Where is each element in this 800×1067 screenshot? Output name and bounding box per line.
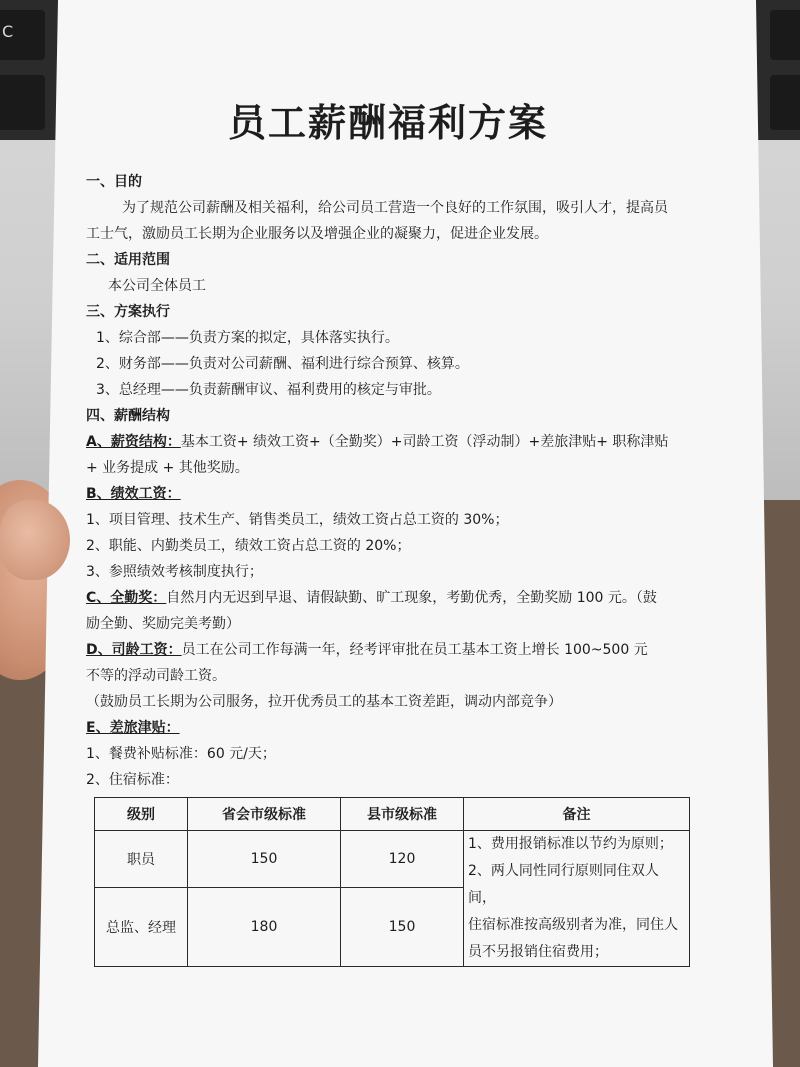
paragraph: + 业务提成 + 其他奖励。 xyxy=(86,460,249,476)
paragraph xyxy=(78,429,698,455)
table-cell: 职员 xyxy=(95,831,188,888)
paragraph: 不等的浮动司龄工资。 xyxy=(86,668,226,684)
paragraph: 励全勤、奖励完美考勤） xyxy=(86,616,240,632)
paragraph xyxy=(78,481,698,507)
keyboard-key: C xyxy=(0,10,45,60)
paragraph-text: 自然月内无迟到早退、请假缺勤、旷工现象，考勤优秀，全勤奖励 100 元。（鼓 xyxy=(166,590,657,606)
note-line: 住宿标准按高级别者为准，同住人 xyxy=(468,917,678,933)
table-row xyxy=(95,831,690,888)
section-heading-structure: 四、薪酬结构 xyxy=(86,408,170,424)
keyboard-key xyxy=(770,75,800,130)
paragraph xyxy=(78,637,698,663)
note-line: 2、两人同性同行原则同住双人间， xyxy=(468,863,659,906)
list-item: 2、职能、内勤类员工，绩效工资占总工资的 20%； xyxy=(86,538,411,554)
section-heading-execution: 三、方案执行 xyxy=(86,304,170,320)
list-item: 1、项目管理、技术生产、销售类员工，绩效工资占总工资的 30%； xyxy=(86,512,509,528)
list-item: 1、综合部——负责方案的拟定，具体落实执行。 xyxy=(96,330,399,346)
list-item: 1、餐费补贴标准：60 元/天； xyxy=(86,746,276,762)
subsection-label: D、司龄工资： xyxy=(86,642,182,658)
note-line: 员不另报销住宿费用； xyxy=(468,944,608,960)
subsection-label: E、差旅津贴： xyxy=(86,720,180,736)
table-cell: 150 xyxy=(188,831,341,888)
table-header: 省会市级标准 xyxy=(188,798,341,831)
paragraph-text: 基本工资+ 绩效工资+（全勤奖）+司龄工资（浮动制）+差旅津贴+ 职称津贴 xyxy=(180,434,669,450)
list-item: 2、财务部——负责对公司薪酬、福利进行综合预算、核算。 xyxy=(96,356,469,372)
paragraph: 工士气，激励员工长期为企业服务以及增强企业的凝聚力，促进企业发展。 xyxy=(86,226,548,242)
table-cell: 总监、经理 xyxy=(95,887,188,966)
table-header: 备注 xyxy=(464,798,690,831)
table-header: 级别 xyxy=(95,798,188,831)
subsection-label: C、全勤奖： xyxy=(86,590,167,606)
table-header: 县市级标准 xyxy=(341,798,464,831)
document xyxy=(78,92,698,967)
table-note-cell xyxy=(464,831,690,967)
note-line: 1、费用报销标准以节约为原则； xyxy=(468,836,673,852)
paragraph-text: 员工在公司工作每满一年，经考评审批在员工基本工资上增长 100~500 元 xyxy=(181,642,648,658)
paragraph xyxy=(78,715,698,741)
keyboard-key xyxy=(770,10,800,60)
paragraph: 本公司全体员工 xyxy=(108,278,206,294)
list-item: 3、总经理——负责薪酬审议、福利费用的核定与审批。 xyxy=(96,382,441,398)
document-title: 员工薪酬福利方案 xyxy=(227,101,548,145)
paragraph: （鼓励员工长期为公司服务，拉开优秀员工的基本工资差距，调动内部竞争） xyxy=(86,694,562,710)
list-item: 3、参照绩效考核制度执行； xyxy=(86,564,263,580)
table-header-row xyxy=(95,798,690,831)
subsection-label: B、绩效工资： xyxy=(86,486,181,502)
table-cell: 150 xyxy=(341,887,464,966)
paragraph xyxy=(78,585,698,611)
accommodation-table xyxy=(94,797,690,967)
section-heading-purpose: 一、目的 xyxy=(86,174,142,190)
thumb xyxy=(0,500,70,580)
table-cell: 120 xyxy=(341,831,464,888)
list-item: 2、住宿标准： xyxy=(86,772,179,788)
subsection-label: A、薪资结构： xyxy=(86,434,181,450)
section-heading-scope: 二、适用范围 xyxy=(86,252,170,268)
paragraph: 为了规范公司薪酬及相关福利，给公司员工营造一个良好的工作氛围，吸引人才，提高员 xyxy=(122,200,668,216)
table-cell: 180 xyxy=(188,887,341,966)
keyboard-key xyxy=(0,75,45,130)
